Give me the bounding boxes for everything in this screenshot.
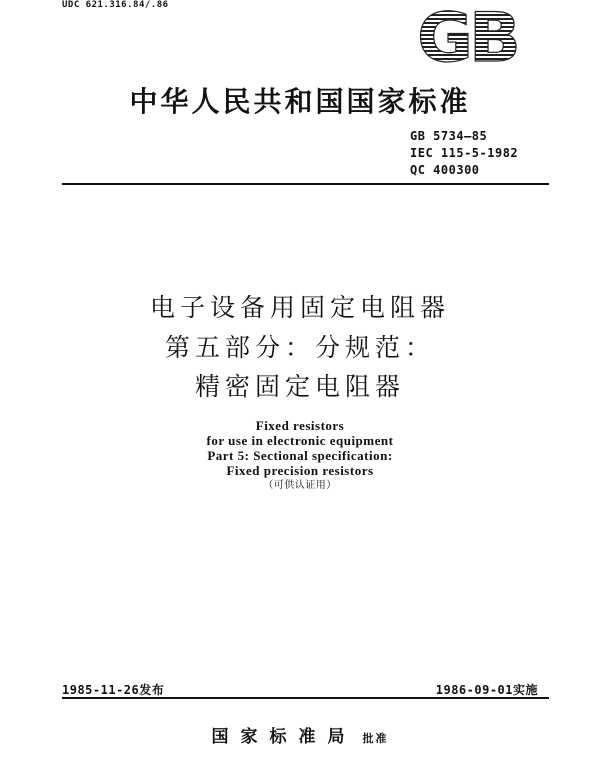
- qc-code: QC 400300: [410, 163, 480, 177]
- english-title: [0, 418, 600, 493]
- english-title-line-1: Fixed resistors: [255, 418, 345, 433]
- chinese-title-line-3: 精密固定电阻器: [194, 372, 405, 401]
- iec-code: IEC 115-5-1982: [410, 146, 519, 160]
- issuer-name: 国家标准局: [211, 727, 357, 747]
- header-divider: [62, 183, 549, 185]
- approval-label: 批准: [362, 732, 389, 745]
- certification-note: （可供认证用）: [263, 480, 337, 491]
- issue-date: 1985-11-26发布: [62, 683, 165, 697]
- gb-logo: [405, 6, 530, 64]
- english-title-line-3: Part 5: Sectional specification:: [207, 448, 393, 463]
- standard-category-title: 中华人民共和国国家标准: [129, 85, 471, 118]
- english-title-line-2: for use in electronic equipment: [206, 433, 394, 448]
- gb-code: GB 5734—85: [410, 129, 488, 143]
- standard-codes: [410, 128, 518, 179]
- chinese-title-line-2: 第五部分：分规范：: [164, 333, 435, 362]
- issuing-authority: [0, 722, 600, 747]
- footer-divider: [62, 697, 549, 699]
- udc-classification: UDC 621.316.84/.86: [62, 0, 169, 10]
- effective-date: 1986-09-01实施: [435, 683, 538, 697]
- gb-logo-text: GB: [417, 6, 517, 64]
- chinese-title-line-1: 电子设备用固定电阻器: [149, 293, 450, 322]
- english-title-line-4: Fixed precision resistors: [226, 463, 374, 478]
